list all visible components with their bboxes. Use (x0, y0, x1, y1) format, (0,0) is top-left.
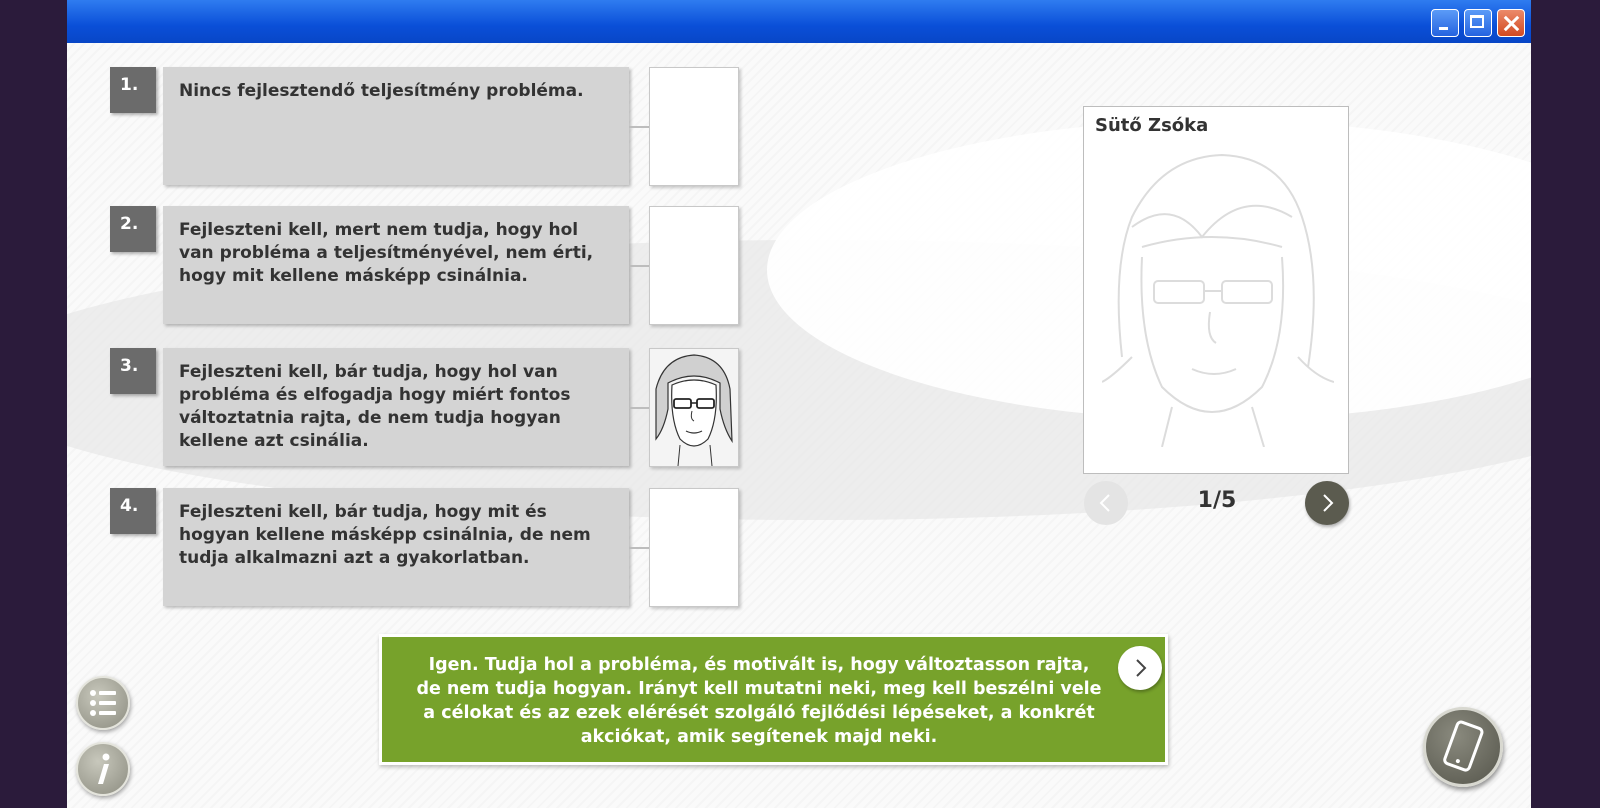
option-row-3 (110, 348, 750, 468)
close-icon[interactable] (1497, 9, 1525, 37)
left-backdrop (0, 0, 67, 808)
drop-slot[interactable] (649, 488, 739, 607)
page-indicator: 1/5 (1197, 488, 1237, 513)
smartphone-icon (1426, 710, 1500, 784)
chevron-left-icon[interactable] (1084, 481, 1128, 525)
drop-slot[interactable] (649, 206, 739, 325)
title-bar (67, 0, 1531, 43)
option-row-2 (110, 206, 750, 326)
profile-card[interactable] (1083, 106, 1349, 474)
list-icon (78, 678, 128, 728)
portrait-sketch-icon (1102, 147, 1334, 447)
option-card[interactable]: Nincs fejlesztendő teljesítmény probléma. (163, 67, 629, 185)
option-card[interactable]: Fejleszteni kell, bár tudja, hogy mit és hogyan kellene másképp csinálnia, de nem tudja alkalmazni azt a gyakorlatban. (163, 488, 629, 606)
option-number: 3. (110, 348, 156, 394)
drop-slot-filled[interactable] (649, 348, 739, 467)
info-button[interactable] (76, 742, 130, 796)
minimize-icon[interactable] (1431, 9, 1459, 37)
option-number: 2. (110, 206, 156, 252)
option-number: 4. (110, 488, 156, 534)
device-button[interactable] (1423, 707, 1503, 787)
chevron-right-icon[interactable] (1305, 481, 1349, 525)
connector-line (629, 265, 649, 267)
feedback-text: Igen. Tudja hol a probléma, és motivált is, hogy változtasson rajta, de nem tudja hogyan. Irányt kell mutatni neki, meg kell beszélni vele a célokat és az ezek elérését szolgáló fejlődési lépéseket, a konkrét akciókat, amik segítenek majd neki. (416, 655, 1102, 747)
option-row-1 (110, 67, 750, 187)
option-card[interactable]: Fejleszteni kell, bár tudja, hogy hol van probléma és elfogadja hogy miért fontos változtatnia rajta, de nem tudja hogyan kellene azt csinália. (163, 348, 629, 466)
option-row-4 (110, 488, 750, 608)
portrait-thumbnail-icon[interactable] (650, 349, 738, 466)
connector-line (629, 407, 649, 409)
menu-button[interactable] (76, 676, 130, 730)
profile-name: Sütő Zsóka (1095, 115, 1209, 136)
continue-button[interactable] (1118, 646, 1162, 690)
maximize-icon[interactable] (1464, 9, 1492, 37)
connector-line (629, 126, 649, 128)
drop-slot[interactable] (649, 67, 739, 186)
info-icon (78, 744, 128, 794)
feedback-panel (379, 634, 1168, 765)
app-window (67, 0, 1531, 808)
right-backdrop (1531, 0, 1600, 808)
option-number: 1. (110, 67, 156, 113)
option-card[interactable]: Fejleszteni kell, mert nem tudja, hogy hol van probléma a teljesítményével, nem érti, hogy mit kellene másképp csinálnia. (163, 206, 629, 324)
connector-line (629, 547, 649, 549)
chevron-right-icon (1118, 646, 1162, 690)
